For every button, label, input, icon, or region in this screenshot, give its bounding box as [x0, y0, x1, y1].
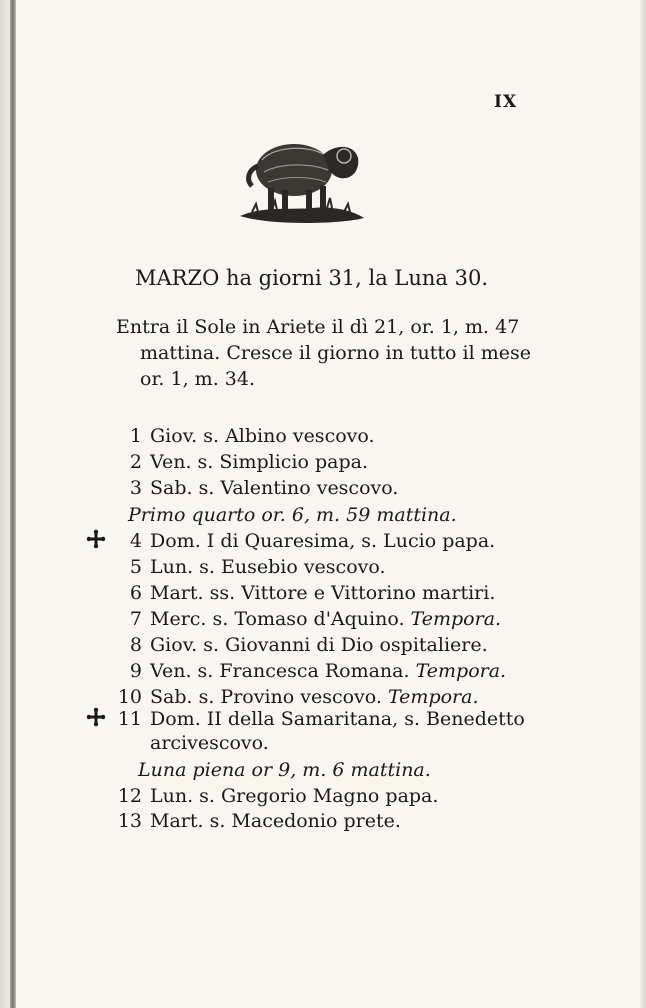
day-entry-continuation: arcivescovo.	[150, 732, 269, 754]
day-entry: 4 Dom. I di Quaresima, s. Lucio papa.	[129, 530, 496, 552]
spine-shadow	[0, 0, 10, 1008]
page-edge	[640, 0, 646, 1008]
page-number: IX	[494, 92, 518, 112]
day-entry: 12 Lun. s. Gregorio Magno papa.	[117, 785, 439, 807]
intro-line: Entra il Sole in Ariete il dì 21, or. 1, m. 47	[116, 316, 520, 338]
ram-vignette-icon	[232, 120, 368, 232]
intro-line: mattina. Cresce il giorno in tutto il mese	[140, 342, 531, 364]
day-entry: 7 Merc. s. Tomaso d'Aquino. Tempora.	[129, 608, 502, 630]
moon-phase-note: Luna piena or 9, m. 6 mattina.	[138, 759, 431, 781]
day-entry: 11 Dom. II della Samaritana, s. Benedetto	[117, 708, 525, 730]
day-entry: 9 Ven. s. Francesca Romana. Tempora.	[129, 660, 507, 682]
month-intro	[116, 314, 531, 392]
moon-phase-note: Primo quarto or. 6, m. 59 mattina.	[128, 504, 457, 526]
day-entry: 6 Mart. ss. Vittore e Vittorino martiri.	[129, 582, 496, 604]
month-heading: MARZO ha giorni 31, la Luna 30.	[135, 266, 489, 290]
day-entry: 8 Giov. s. Giovanni di Dio ospitaliere.	[129, 634, 488, 656]
day-entry: 10 Sab. s. Provino vescovo. Tempora.	[117, 686, 479, 708]
day-entry: 13 Mart. s. Macedonio prete.	[117, 810, 401, 832]
day-entry: 1 Giov. s. Albino vescovo.	[129, 425, 375, 447]
book-spine	[10, 0, 16, 1008]
day-entry: 2 Ven. s. Simplicio papa.	[129, 451, 369, 473]
intro-line: or. 1, m. 34.	[140, 368, 255, 390]
day-entry: 5 Lun. s. Eusebio vescovo.	[129, 556, 386, 578]
feast-cross-icon	[86, 707, 106, 727]
day-entry: 3 Sab. s. Valentino vescovo.	[129, 477, 399, 499]
feast-cross-icon	[86, 529, 106, 549]
